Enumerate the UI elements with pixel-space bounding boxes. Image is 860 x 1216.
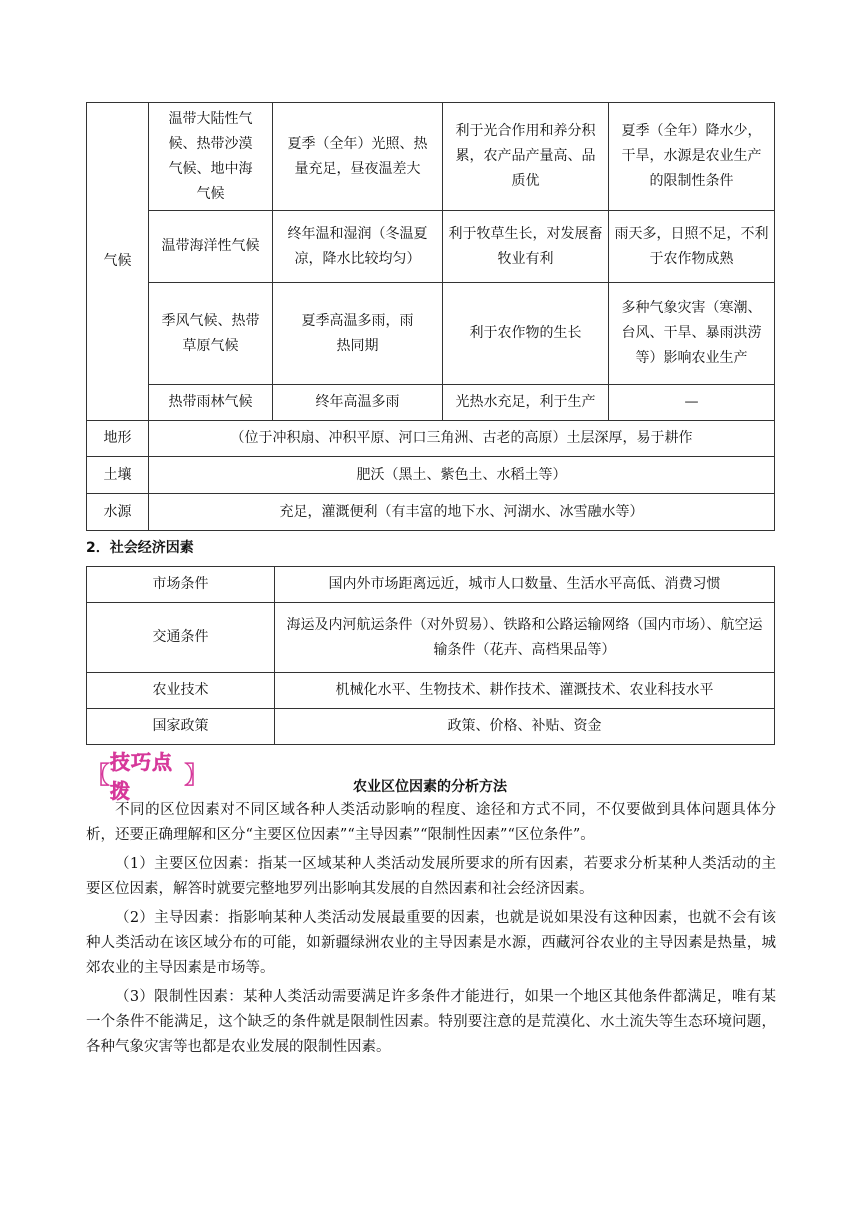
right-bracket-icon: 〗 [184, 761, 208, 789]
factor-value: 国内外市场距离远近，城市人口数量、生活水平高低、消费习惯 [275, 567, 775, 603]
terrain-value: （位于冲积扇、冲积平原、河口三角洲、古老的高原）土层深厚，易于耕作 [149, 421, 775, 457]
table-row [87, 103, 775, 211]
climate-advantage-cell: 光热水充足，利于生产 [443, 385, 609, 421]
climate-type-cell: 热带雨林气候 [149, 385, 273, 421]
climate-advantage-cell: 利于农作物的生长 [443, 283, 609, 385]
factor-value: 政策、价格、补贴、资金 [275, 709, 775, 745]
table-row [87, 421, 775, 457]
climate-features-cell: 终年温和湿润（冬温夏凉，降水比较均匀） [273, 211, 443, 283]
table-row [87, 283, 775, 385]
climate-advantage-cell: 利于牧草生长，对发展畜牧业有利 [443, 211, 609, 283]
paragraph: 不同的区位因素对不同区域各种人类活动影响的程度、途径和方式不同，不仅要做到具体问题具体分析，还要正确理解和区分“主要区位因素”“主导因素”“限制性因素”“区位条件”。 [86, 802, 776, 843]
climate-type-cell: 温带海洋性气候 [149, 211, 273, 283]
socio-economic-heading: 2．社会经济因素 [86, 540, 194, 556]
climate-features-cell: 夏季（全年）光照、热量充足，昼夜温差大 [273, 103, 443, 211]
factor-value: 机械化水平、生物技术、耕作技术、灌溉技术、农业科技水平 [275, 673, 775, 709]
climate-advantage-cell: 利于光合作用和养分积累，农产品产量高、品质优 [443, 103, 609, 211]
climate-limitation-cell: — [609, 385, 775, 421]
factor-label: 市场条件 [87, 567, 275, 603]
climate-type-cell: 季风气候、热带草原气候 [149, 283, 273, 385]
climate-label: 气候 [87, 103, 149, 421]
climate-limitation-cell: 雨天多，日照不足，不利于农作物成熟 [609, 211, 775, 283]
natural-factors-table [86, 102, 775, 531]
tips-badge-label: 技巧点拨 [110, 750, 173, 803]
table-row [87, 457, 775, 494]
tips-body [86, 798, 776, 1064]
water-value: 充足，灌溉便利（有丰富的地下水、河湖水、冰雪融水等） [149, 494, 775, 531]
climate-limitation-cell: 夏季（全年）降水少，干旱，水源是农业生产的限制性条件 [609, 103, 775, 211]
factor-label: 交通条件 [87, 603, 275, 673]
table-row [87, 211, 775, 283]
soil-value: 肥沃（黑土、紫色土、水稻土等） [149, 457, 775, 494]
climate-features-cell: 终年高温多雨 [273, 385, 443, 421]
climate-type-cell: 温带大陆性气候、热带沙漠气候、地中海气候 [149, 103, 273, 211]
climate-features-cell: 夏季高温多雨，雨热同期 [273, 283, 443, 385]
paragraph: （1）主要区位因素：指某一区域某种人类活动发展所要求的所有因素，若要求分析某种人类活动的主要区位因素，解答时就要完整地罗列出影响其发展的自然因素和社会经济因素。 [86, 856, 776, 897]
factor-value: 海运及内河航运条件（对外贸易）、铁路和公路运输网络（国内市场）、航空运输条件（花卉、高档果品等） [275, 603, 775, 673]
socio-economic-table [86, 566, 775, 745]
method-title: 农业区位因素的分析方法 [353, 779, 507, 795]
soil-label: 土壤 [87, 457, 149, 494]
paragraph: （3）限制性因素：某种人类活动需要满足许多条件才能进行，如果一个地区其他条件都满足，唯有某一个条件不能满足，这个缺乏的条件就是限制性因素。特别要注意的是荒漠化、水土流失等生态环境问题，各种气象灾害等也都是农业发展的限制性因素。 [86, 989, 776, 1055]
paragraph: （2）主导因素：指影响某种人类活动发展最重要的因素，也就是说如果没有这种因素，也就不会有该种人类活动在该区域分布的可能，如新疆绿洲农业的主导因素是水源，西藏河谷农业的主导因素是热量，城郊农业的主导因素是市场等。 [86, 910, 776, 976]
factor-label: 国家政策 [87, 709, 275, 745]
terrain-label: 地形 [87, 421, 149, 457]
table-row [87, 385, 775, 421]
table-row [87, 673, 775, 709]
factor-label: 农业技术 [87, 673, 275, 709]
table-row [87, 603, 775, 673]
water-label: 水源 [87, 494, 149, 531]
table-row [87, 709, 775, 745]
climate-limitation-cell: 多种气象灾害（寒潮、台风、干旱、暴雨洪涝等）影响农业生产 [609, 283, 775, 385]
left-bracket-icon: 〖 [86, 761, 110, 789]
table-row [87, 567, 775, 603]
table-row [87, 494, 775, 531]
